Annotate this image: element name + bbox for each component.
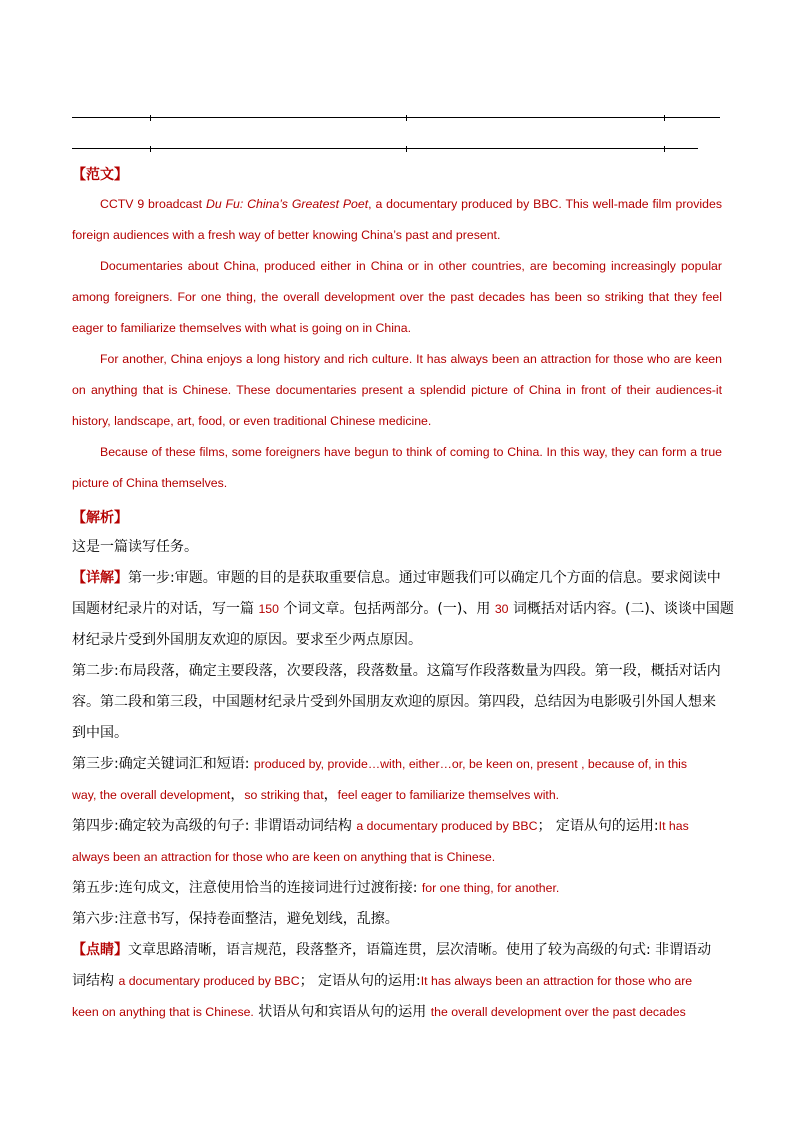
line-tick <box>406 146 407 152</box>
documentary-title: Du Fu: China’s Greatest Poet <box>205 197 369 211</box>
xiangjie-text-2c: 词概括对话内容。(二)、谈谈中国题 <box>508 601 734 617</box>
step3-phrases-2a: way, the overall development <box>72 788 231 802</box>
line-tick <box>664 115 665 121</box>
step3-phrases-2b: so striking that <box>244 788 324 802</box>
separator: ； <box>537 818 552 834</box>
word-count-150: 150 <box>258 602 279 616</box>
step5-connectors: for one thing, for another. <box>421 881 560 895</box>
step4-mid: 定语从句的运用: <box>551 818 659 834</box>
line-tick <box>150 146 151 152</box>
step4-example-2: It has <box>658 819 689 833</box>
step4-line-2 <box>72 842 724 873</box>
dianjing-text-1: 文章思路清晰，语言规范，段落整齐，语篇连贯，层次清晰。使用了较为高级的句式: 非谓语动 <box>128 942 712 958</box>
step5-label: 第五步:连句成文，注意使用恰当的连接词进行过渡衔接: <box>72 880 422 896</box>
step4-example-1: a documentary produced by BBC <box>356 819 538 833</box>
essay-paragraph-1 <box>72 189 722 251</box>
dianjing-label: 【点睛】 <box>72 942 128 958</box>
dianjing-line-1 <box>72 935 724 966</box>
essay-p1-start: CCTV 9 broadcast <box>100 197 206 211</box>
step4-label: 第四步:确定较为高级的句子: 非谓语动词结构 <box>72 818 357 834</box>
step4-line-1 <box>72 811 724 842</box>
dianjing-text-2b: 定语从句的运用: <box>313 973 421 989</box>
xiangjie-text-2b: 个词文章。包括两部分。(一)、用 <box>278 601 495 617</box>
dianjing-line-3 <box>72 997 724 1028</box>
xiangjie-text-1: 第一步:审题。审题的目的是获取重要信息。通过审题我们可以确定几个方面的信息。要求阅读中 <box>128 570 721 586</box>
step2-line-3: 到中国。 <box>72 725 128 741</box>
dianjing-example-2: It has always been an attraction for those who are <box>420 974 693 988</box>
intro-line: 这是一篇读写任务。 <box>72 539 198 555</box>
separator: ； <box>299 973 314 989</box>
heading-fanwen: 【范文】 <box>72 167 128 183</box>
xiangjie-line-2 <box>72 594 734 625</box>
step6-line: 第六步:注意书写，保持卷面整洁，避免划线，乱擦。 <box>72 911 399 927</box>
line-tick <box>150 115 151 121</box>
dianjing-example-1: a documentary produced by BBC <box>118 974 300 988</box>
dianjing-line-2 <box>72 966 724 997</box>
line-tick <box>406 115 407 121</box>
answer-line-1 <box>72 117 720 118</box>
essay-p1-rest: , a documentary produced by BBC. This well-made film provides foreign audiences with a fresh way of better knowing China’s past and present. <box>72 197 722 242</box>
dianjing-example-4: the overall development over the past decades <box>430 1005 686 1019</box>
step3-phrases-1: produced by, provide…with, either…or, be keen on, present , because of, in this <box>253 757 688 771</box>
xiangjie-text-2a: 国题材纪录片的对话，写一篇 <box>72 601 259 617</box>
step2-line-2: 容。第二段和第三段，中国题材纪录片受到外国朋友欢迎的原因。第四段，总结因为电影吸引外国人想来 <box>72 694 716 710</box>
essay-paragraph-2: Documentaries about China, produced either in China or in other countries, are becoming increasingly popular among foreigners. For one thing, the overall development over the past decades has been so striking that they feel eager to familiarize themselves with what is going on in China. <box>72 259 722 335</box>
xiangjie-label: 【详解】 <box>72 570 128 586</box>
word-count-30: 30 <box>494 602 509 616</box>
answer-line-2 <box>72 148 698 149</box>
xiangjie-line-3: 材纪录片受到外国朋友欢迎的原因。要求至少两点原因。 <box>72 632 422 648</box>
dianjing-text-3: 状语从句和宾语从句的运用 <box>253 1004 431 1020</box>
step3-phrases-2c: feel eager to familiarize themselves with. <box>337 788 560 802</box>
heading-jiexi: 【解析】 <box>72 510 128 526</box>
essay-paragraph-3: For another, China enjoys a long history and rich culture. It has always been an attraction for those who are keen on anything that is Chinese. These documentaries present a splendid picture of China in front of their audiences-it history, landscape, art, food, or even traditional Chinese medicine. <box>72 352 722 428</box>
separator: ， <box>230 787 245 803</box>
step5-line <box>72 873 724 904</box>
step3-label: 第三步:确定关键词汇和短语: <box>72 756 254 772</box>
separator: ， <box>323 787 338 803</box>
xiangjie-line-1 <box>72 563 724 594</box>
essay-paragraph-4: Because of these films, some foreigners have begun to think of coming to China. In this way, they can form a true picture of China themselves. <box>72 445 722 490</box>
step3-line-2 <box>72 780 724 811</box>
step2-line-1: 第二步:布局段落，确定主要段落，次要段落，段落数量。这篇写作段落数量为四段。第一段，概括对话内 <box>72 663 721 679</box>
step4-example-3: always been an attraction for those who are keen on anything that is Chinese. <box>72 850 496 864</box>
line-tick <box>664 146 665 152</box>
dianjing-example-3: keen on anything that is Chinese. <box>72 1005 254 1019</box>
dianjing-text-2a: 词结构 <box>72 973 119 989</box>
step3-line-1 <box>72 749 724 780</box>
